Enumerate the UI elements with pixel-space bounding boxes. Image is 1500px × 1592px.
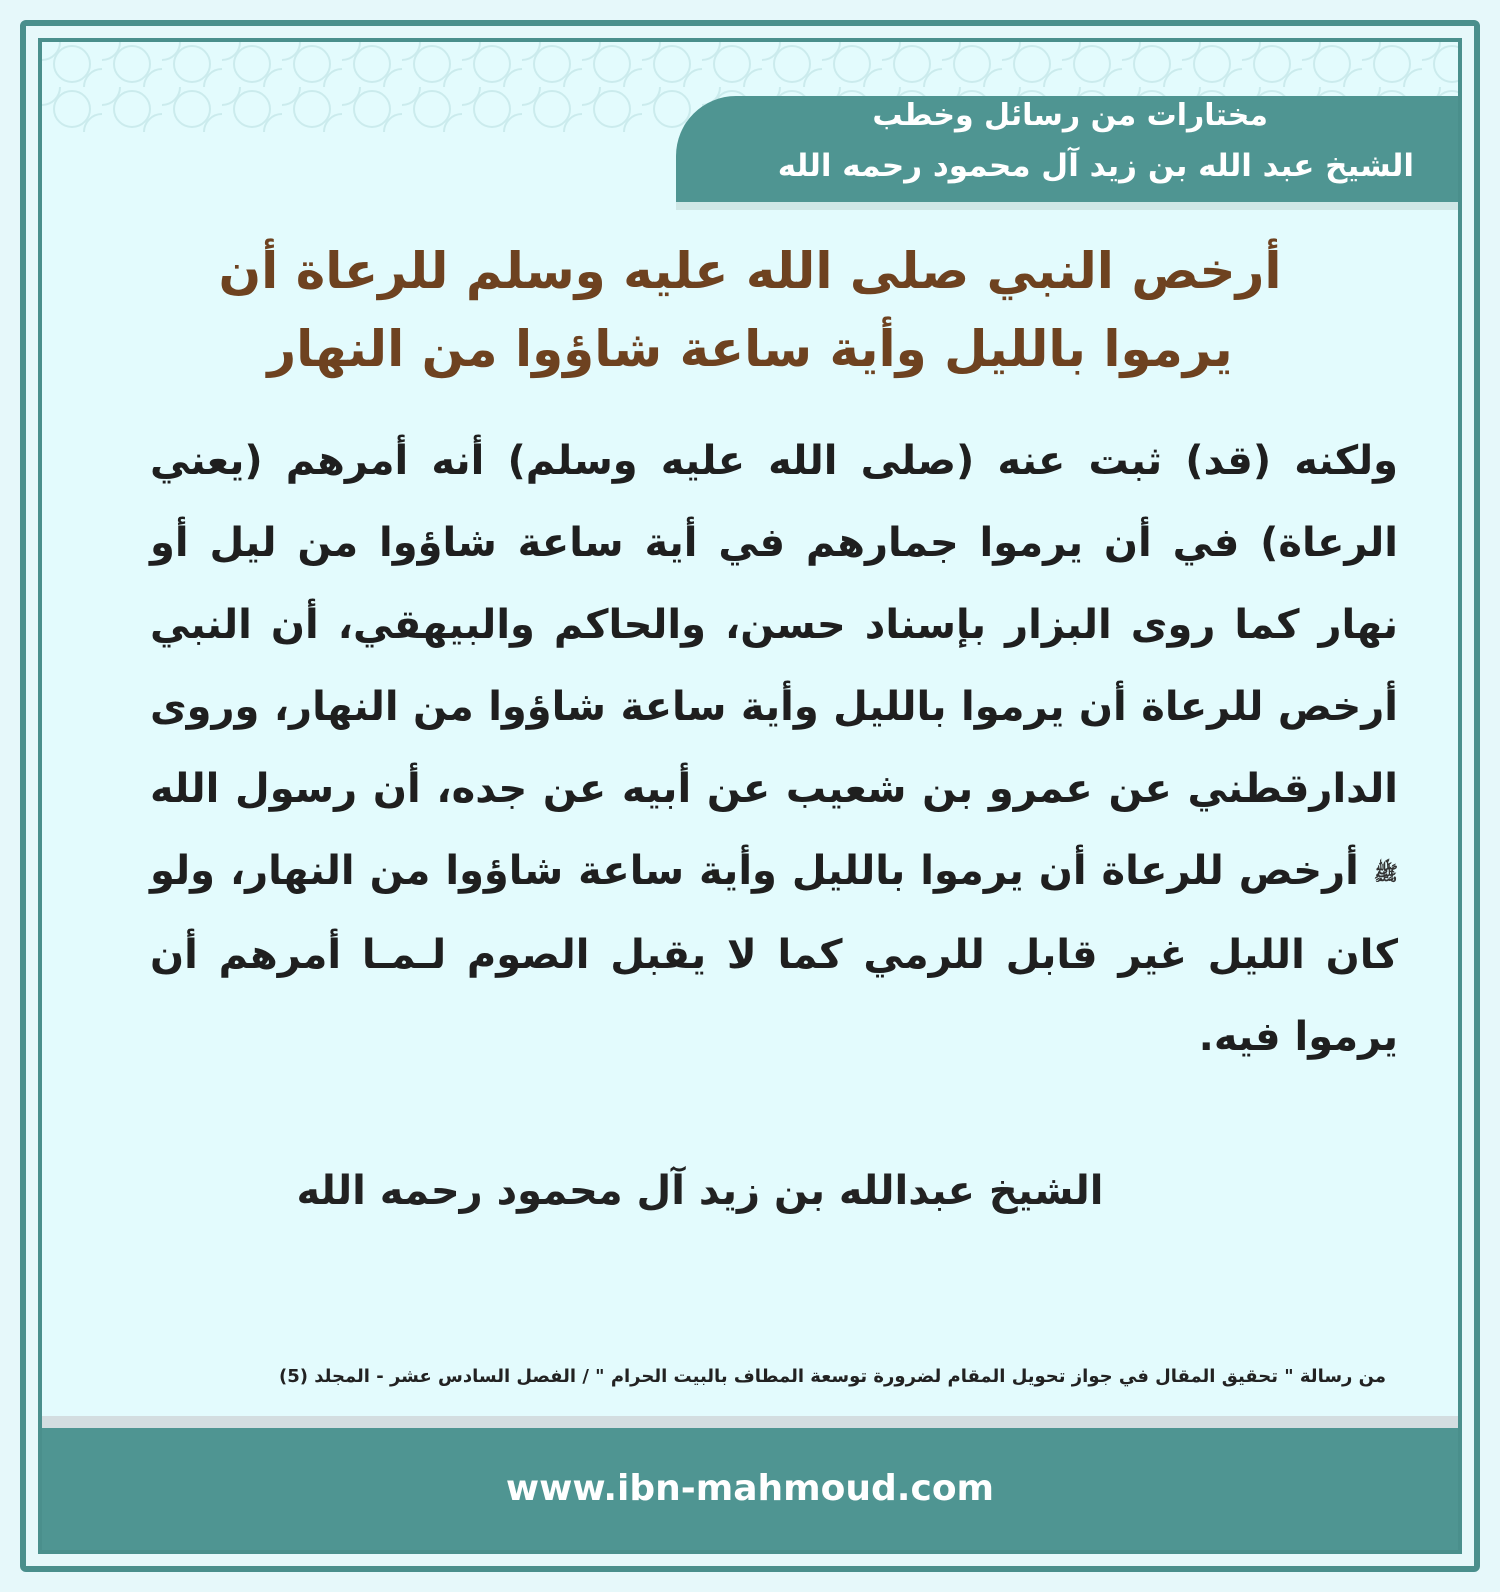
article-title: أرخص النبي صلى الله عليه وسلم للرعاة أن يرموا بالليل وأية ساعة شاؤوا من النهار [218, 242, 1282, 378]
body-part-2: أرخص للرعاة أن يرموا بالليل وأية ساعة شاؤوا من النهار، ولو كان الليل غير قابل للرمي كما لا يقبل الصوم لـمـا أمرهم أن يرموا فيه. [150, 848, 1398, 1060]
body-part-1: ولكنه (قد) ثبت عنه (صلى الله عليه وسلم) أنه أمرهم (يعني الرعاة) في أن يرموا جمارهم في أية ساعة شاؤوا من ليل أو نهار كما روى البزار بإسناد حسن، والحاكم والبيهقي، أن النبي أرخص للرعاة أن يرموا بالليل وأية ساعة شاؤوا من النهار، وروى الدارقطني عن عمرو بن شعيب عن أبيه عن جده، أن رسول الله [150, 438, 1398, 812]
header-banner [676, 96, 1458, 202]
salawat-symbol: ﷺ [1373, 861, 1398, 885]
header-author: الشيخ عبد الله بن زيد آل محمود رحمه الله [777, 148, 1414, 184]
footer-banner [42, 1428, 1458, 1550]
source-citation: من رسالة " تحقيق المقال في جواز تحويل المقام لضرورة توسعة المطاف بالبيت الحرام " / الفصل السادس عشر - المجلد (5) [278, 1366, 1386, 1387]
author-signature: الشيخ عبدالله بن زيد آل محمود رحمه الله [296, 1168, 1104, 1214]
website-url: www.ibn-mahmoud.com [505, 1468, 995, 1509]
footer-divider [42, 1416, 1458, 1428]
article-body [150, 420, 1398, 1078]
header-series-title: مختارات من رسائل وخطب [872, 98, 1268, 133]
